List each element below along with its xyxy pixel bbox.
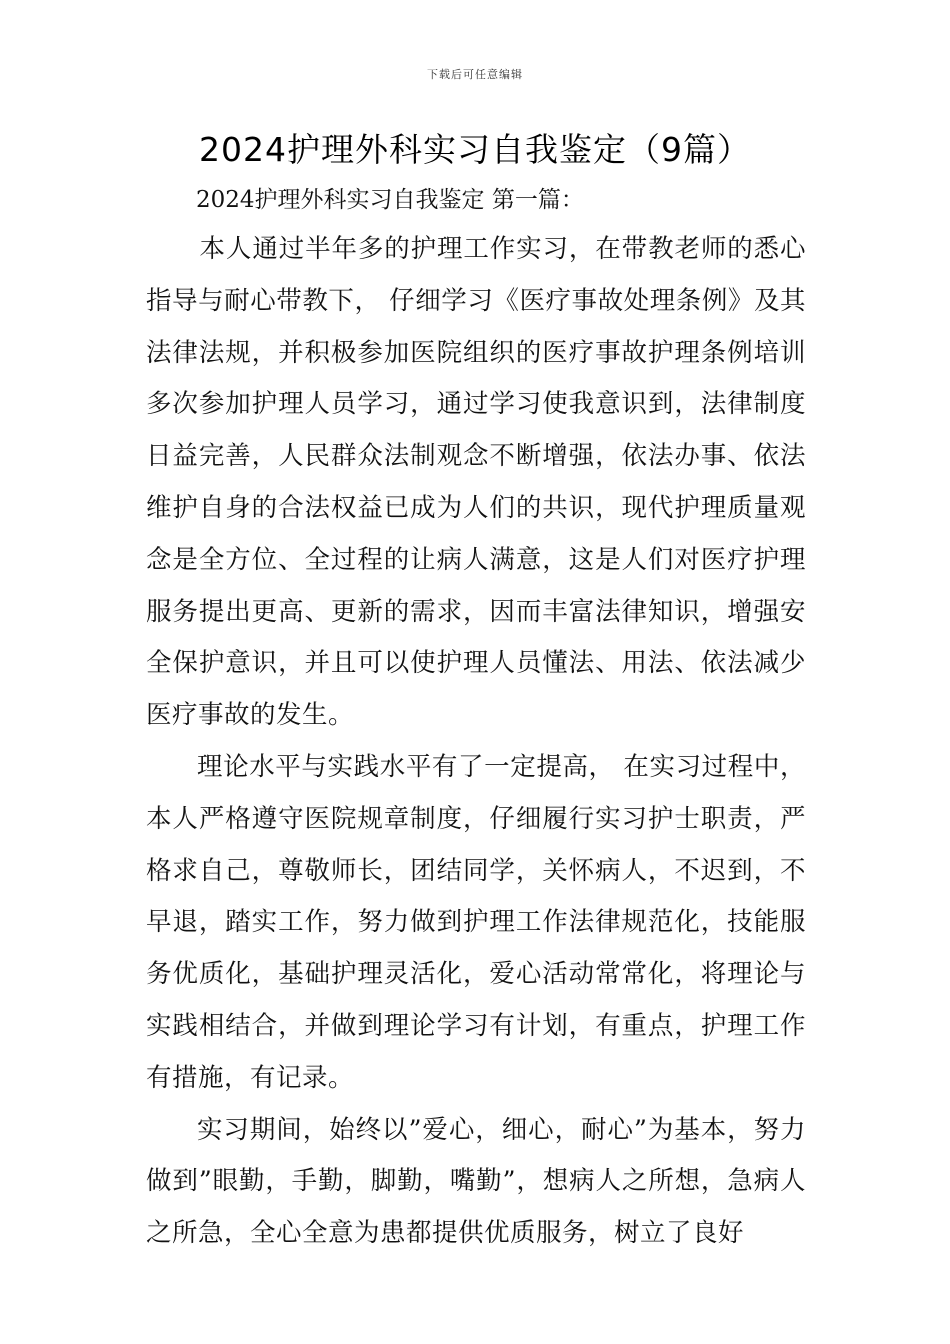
paragraph-3: 实习期间，始终以”爱心，细心，耐心”为基本，努力做到”眼勤，手勤，脚勤，嘴勤”，想病人之所想，急病人之所急，全心全意为患都提供优质服务，树立了良好 [146, 1114, 806, 1249]
paragraph-2: 理论水平与实践水平有了一定提高， 在实习过程中，本人严格遵守医院规章制度，仔细履行实习护士职责，严格求自己，尊敬师长，团结同学，关怀病人，不迟到，不早退，踏实工作，努力做到护理工作法律规范化，技能服务优质化，基础护理灵活化，爱心活动常常化，将理论与实践相结合，并做到理论学习有计划，有重点，护理工作有措施，有记录。 [146, 751, 806, 1093]
document-body [146, 224, 806, 1260]
header-note: 下载后可任意编辑 [427, 68, 523, 81]
document-title: 2024护理外科实习自我鉴定（9篇） [199, 130, 751, 169]
document-subtitle: 2024护理外科实习自我鉴定 第一篇： [196, 187, 584, 213]
paragraph-1: 本人通过半年多的护理工作实习，在带教老师的悉心指导与耐心带教下， 仔细学习《医疗事故处理条例》及其法律法规，并积极参加医院组织的医疗事故护理条例培训多次参加护理人员学习，通过学习使我意识到，法律制度日益完善，人民群众法制观念不断增强，依法办事、依法维护自身的合法权益已成为人们的共识，现代护理质量观念是全方位、全过程的让病人满意，这是人们对医疗护理服务提出更高、更新的需求，因而丰富法律知识，增强安全保护意识，并且可以使护理人员懂法、用法、依法减少医疗事故的发生。 [146, 234, 806, 731]
